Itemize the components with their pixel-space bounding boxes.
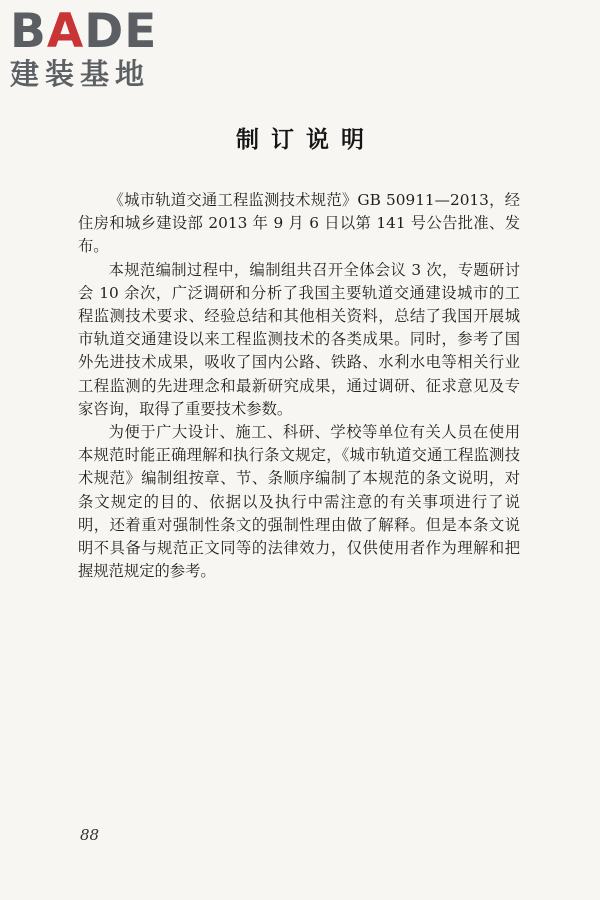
paragraph-1: 《城市轨道交通工程监测技术规范》GB 50911—2013，经住房和城乡建设部 2013 年 9 月 6 日以第 141 号公告批准、发布。: [78, 191, 520, 256]
page-number: 88: [80, 826, 100, 844]
watermark-letters-b: B: [10, 4, 47, 59]
watermark-latin-text: [10, 6, 157, 58]
body-text: [78, 189, 520, 583]
paragraph-2: 本规范编制过程中，编制组共召开全体会议 3 次，专题研讨会 10 余次，广泛调研和分析了我国主要轨道交通建设城市的工程监测技术要求、经验总结和其他相关资料，总结了我国开展城市轨道交通建设以来工程监测技术的各类成果。同时，参考了国外先进技术成果，吸收了国内公路、铁路、水利水电等相关行业工程监测的先进理念和最新研究成果，通过调研、征求意见及专家咨询，取得了重要技术参数。: [78, 260, 520, 418]
watermark-chinese-text: 建装基地: [10, 57, 151, 91]
watermark-letters-de: DE: [84, 4, 158, 59]
paragraph-3: 为便于广大设计、施工、科研、学校等单位有关人员在使用本规范时能正确理解和执行条文规定，《城市轨道交通工程监测技术规范》编制组按章、节、条顺序编制了本规范的条文说明，对条文规定的目的、依据以及执行中需注意的有关事项进行了说明，还着重对强制性条文的强制性理由做了解释。但是本条文说明不具备与规范正文同等的法律效力，仅供使用者作为理解和把握规范规定的参考。: [78, 423, 520, 581]
page-title: 制订说明: [236, 127, 376, 153]
watermark-logo: [6, 6, 176, 92]
watermark-letter-a: A: [46, 4, 85, 59]
